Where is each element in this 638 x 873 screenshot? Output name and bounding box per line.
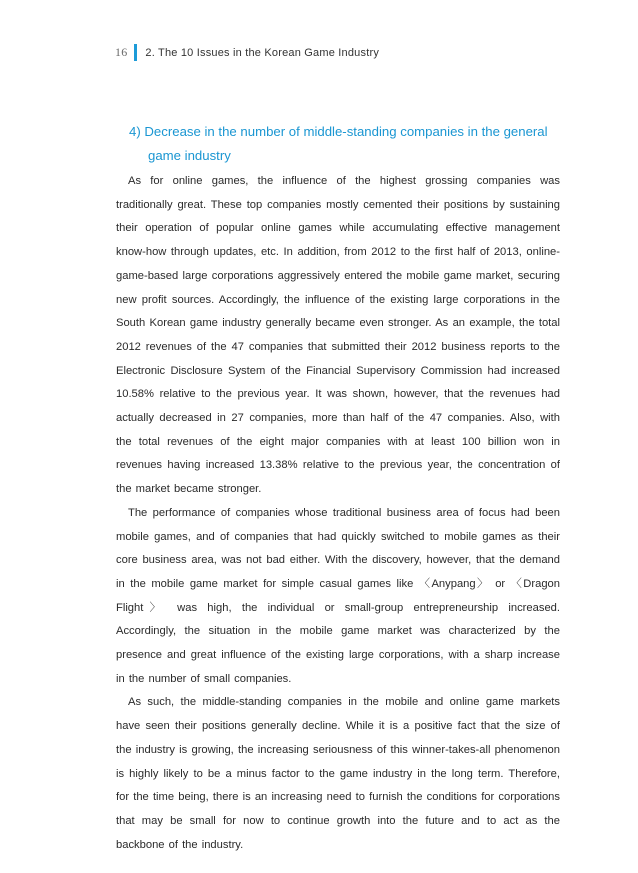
chapter-title: 2. The 10 Issues in the Korean Game Industry	[145, 46, 380, 59]
header-divider-bar	[134, 44, 137, 61]
paragraph-1: As for online games, the influence of the highest grossing companies was traditionally great. These top companies mostly cemented their positions by sustaining their operation of popular online games while accumulating effective management know-how through updates, etc. In addition, from 2012 to the first half of 2013, online-game-based large corporations aggressively entered the mobile game market, securing new profit sources. Accordingly, the influence of the existing large corporations in the South Korean game industry generally became even stronger. As an example, the total 2012 revenues of the 47 companies that submitted their 2012 business reports to the Electronic Disclosure System of the Financial Supervisory Commission had increased 10.58% relative to the previous year. It was shown, however, that the revenues had actually decreased in 27 companies, more than half of the 47 companies. Also, with the total revenues of the eight major companies with at least 100 billion won in revenues having increased 13.38% relative to the previous year, the concentration of the market became stronger.	[116, 175, 560, 496]
paragraph-2: The performance of companies whose traditional business area of focus had been mobile games, and of companies that had quickly switched to mobile games as their core business area, was not bad either. With the discovery, however, that the demand in the mobile game market for simple casual games like 〈Anypang〉 or 〈Dragon Flight〉 was high, the individual or small-group entrepreneurship increased. Accordingly, the situation in the mobile game market was characterized by the presence and great influence of the existing large corporations, with a sharp increase in the number of small companies.	[116, 506, 560, 685]
page-number: 16	[115, 45, 128, 59]
body-text	[116, 170, 560, 857]
page-header	[115, 44, 379, 61]
section-heading: 4) Decrease in the number of middle-standing companies in the general game industry	[129, 124, 548, 163]
paragraph-3: As such, the middle-standing companies in the mobile and online game markets have seen their positions generally decline. While it is a positive fact that the size of the industry is growing, the increasing seriousness of this winner-takes-all phenomenon is highly likely to be a minus factor to the game industry in the long term. Therefore, for the time being, there is an increasing need to furnish the conditions for corporations that may be small for now to continue growth into the future and to act as the backbone of the industry.	[116, 696, 560, 851]
